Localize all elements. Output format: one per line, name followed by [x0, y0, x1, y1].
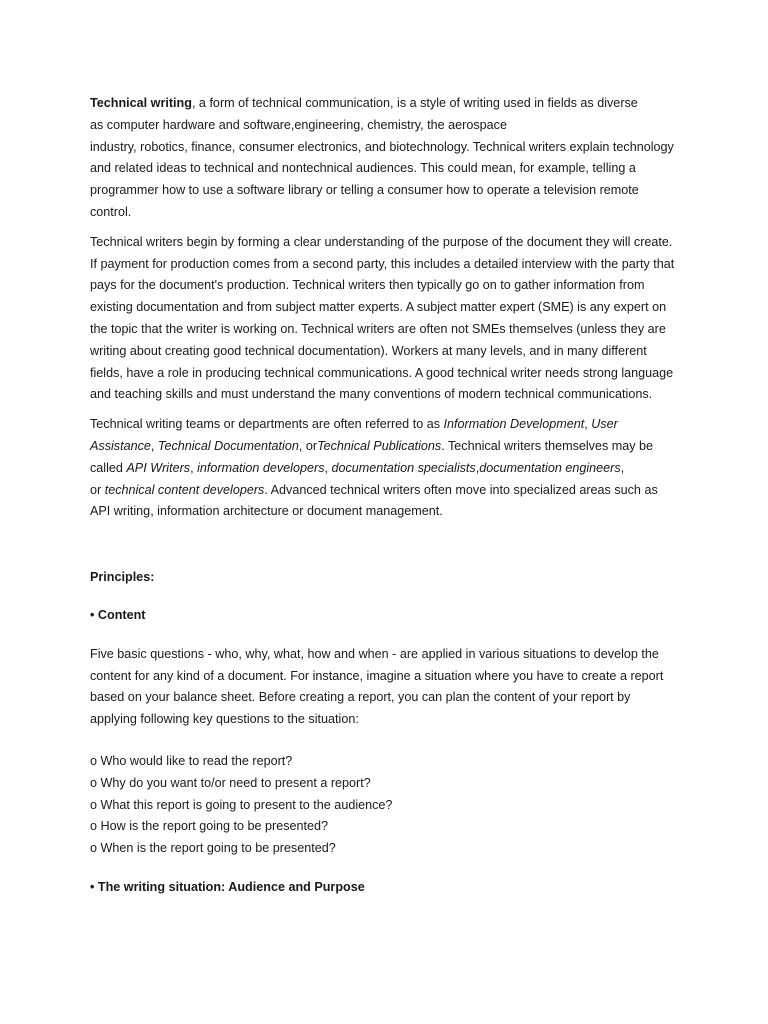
principles-heading: Principles:	[90, 570, 155, 585]
list-item: o Why do you want to/or need to present a report?	[90, 775, 371, 790]
intro-line-3: industry, robotics, finance, consumer electronics, and biotechnology. Technical writers explain technology	[90, 139, 674, 154]
writers-line: writing about creating good technical documentation). Workers at many levels, and in many different	[90, 343, 647, 358]
intro-line-5: programmer how to use a software library or telling a consumer how to operate a television remote	[90, 183, 639, 198]
five-questions-line: based on your balance sheet. Before creating a report, you can plan the content of your report by	[90, 690, 631, 705]
writers-line: Technical writers begin by forming a clear understanding of the purpose of the document they will create.	[90, 234, 673, 249]
term-technical-writing: Technical writing	[90, 96, 192, 110]
five-questions-line: Five basic questions - who, why, what, how and when - are applied in various situations to develop the	[90, 646, 659, 661]
list-item: o When is the report going to be presented?	[90, 841, 336, 856]
writers-line: pays for the document's production. Technical writers then typically go on to gather information from	[90, 278, 645, 293]
intro-paragraph	[90, 93, 688, 224]
writers-line: the topic that the writer is working on. Technical writers are often not SMEs themselves (unless they are	[90, 321, 666, 336]
intro-line-6: control.	[90, 204, 132, 219]
intro-line-4: and related ideas to technical and nontechnical audiences. This could mean, for example, telling a	[90, 161, 636, 176]
teams-line-4: or technical content developers. Advanced technical writers often move into specialized areas such as	[90, 482, 658, 497]
writers-line: existing documentation and from subject matter experts. A subject matter expert (SME) is any expert on	[90, 300, 667, 315]
teams-line-3: called API Writers, information developers, documentation specialists,documentation engineers,	[90, 460, 625, 475]
question-list	[90, 751, 688, 860]
list-item: o How is the report going to be presented?	[90, 819, 329, 834]
teams-line-5: API writing, information architecture or document management.	[90, 504, 443, 519]
writers-line: fields, have a role in producing technical communications. A good technical writer needs strong language	[90, 365, 674, 380]
writers-line: and teaching skills and must understand the many conventions of modern technical communications.	[90, 387, 653, 402]
five-questions-paragraph	[90, 644, 688, 731]
intro-line-1: Technical writing, a form of technical communication, is a style of writing used in fields as diverse	[90, 96, 638, 110]
teams-line-2: Assistance, Technical Documentation, orTechnical Publications. Technical writers themselves may be	[90, 438, 654, 453]
writing-situation-heading: • The writing situation: Audience and Purpose	[90, 879, 365, 894]
five-questions-line: applying following key questions to the situation:	[90, 712, 359, 727]
teams-line-1: Technical writing teams or departments are often referred to as Information Development, User	[90, 417, 618, 432]
list-item: o What this report is going to present to the audience?	[90, 797, 393, 812]
five-questions-line: content for any kind of a document. For instance, imagine a situation where you have to create a report	[90, 668, 664, 683]
intro-line-2: as computer hardware and software,engineering, chemistry, the aerospace	[90, 117, 507, 132]
teams-paragraph	[90, 414, 688, 523]
writers-paragraph	[90, 232, 688, 406]
list-item: o Who would like to read the report?	[90, 753, 293, 768]
writers-line: If payment for production comes from a second party, this includes a detailed interview with the party that	[90, 256, 675, 271]
content-heading: • Content	[90, 607, 146, 622]
